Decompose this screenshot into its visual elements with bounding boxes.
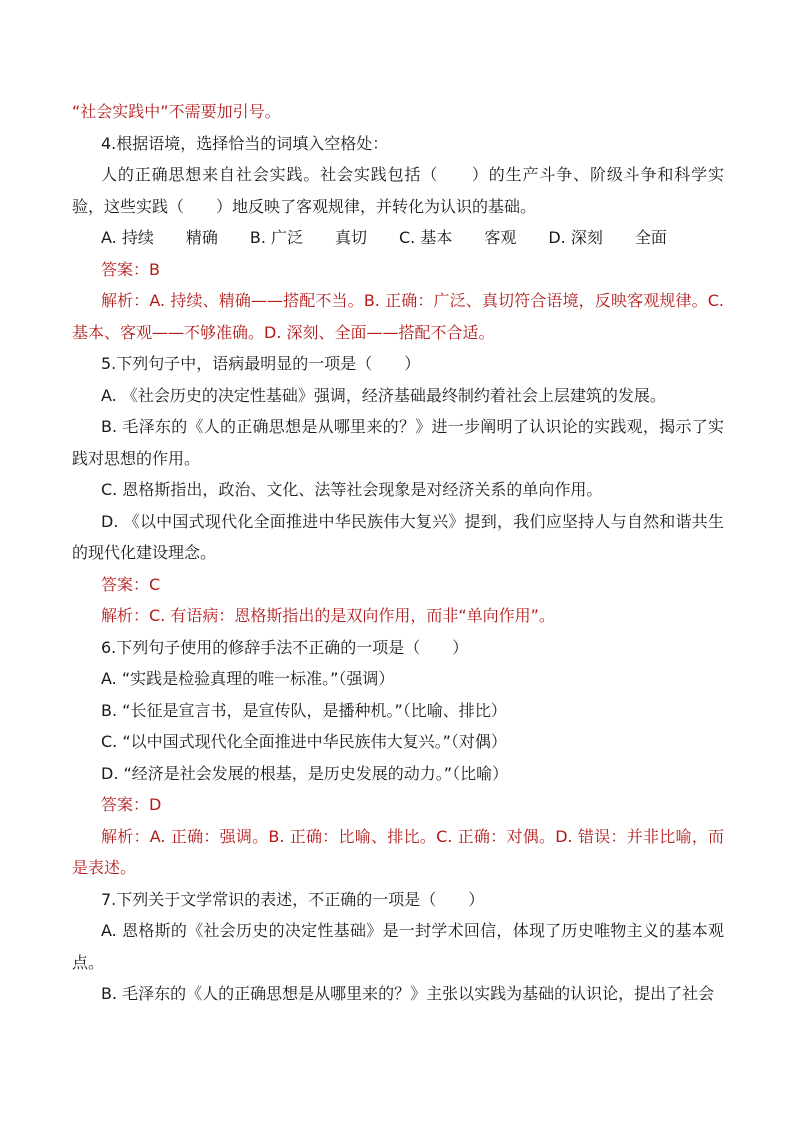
q6-question: 6.下列句子使用的修辞手法不正确的一项是（ ） bbox=[101, 637, 469, 657]
document-page bbox=[72, 96, 724, 1010]
q5-answer: 答案：C bbox=[101, 574, 161, 594]
q4-passage: 人的正确思想来自社会实践。社会实践包括（ ）的生产斗争、阶级斗争和科学实验，这些实践（ ）地反映了客观规律，并转化为认识的基础。 bbox=[72, 165, 724, 216]
intro-note: “社会实践中”不需要加引号。 bbox=[72, 102, 281, 121]
q6-answer: 答案：D bbox=[101, 795, 162, 814]
q6-option-a: A. “实践是检验真理的唯一标准。”（强调） bbox=[101, 669, 395, 688]
q5-analysis: 解析：C. 有语病：恩格斯指出的是双向作用，而非“单向作用”。 bbox=[101, 606, 555, 625]
q5-option-d: D. 《以中国式现代化全面推进中华民族伟大复兴》提到，我们应坚持人与自然和谐共生的现代化建设理念。 bbox=[72, 511, 724, 562]
q5-option-c: C. 恩格斯指出，政治、文化、法等社会现象是对经济关系的单向作用。 bbox=[101, 480, 603, 499]
q4-analysis: 解析：A. 持续、精确——搭配不当。B. 正确：广泛、真切符合语境，反映客观规律。C. 基本、客观——不够准确。D. 深刻、全面——搭配不合适。 bbox=[72, 291, 724, 342]
q7-option-a: A. 恩格斯的《社会历史的决定性基础》是一封学术回信，体现了历史唯物主义的基本观点。 bbox=[72, 921, 724, 972]
q7-option-b: B. 毛泽东的《人的正确思想是从哪里来的？》主张以实践为基础的认识论，提出了社会 bbox=[101, 984, 715, 1003]
q7-question: 7.下列关于文学常识的表述，不正确的一项是（ ） bbox=[101, 889, 485, 909]
q4-options: A. 持续 精确 B. 广泛 真切 C. 基本 客观 D. 深刻 全面 bbox=[101, 228, 667, 247]
q5-question: 5.下列句子中，语病最明显的一项是（ ） bbox=[101, 354, 421, 373]
q6-option-c: C. “以中国式现代化全面推进中华民族伟大复兴。”（对偶） bbox=[101, 732, 507, 751]
q5-option-a: A. 《社会历史的决定性基础》强调，经济基础最终制约着社会上层建筑的发展。 bbox=[101, 385, 666, 405]
q4-answer: 答案：B bbox=[101, 259, 160, 279]
q5-option-b: B. 毛泽东的《人的正确思想是从哪里来的？》进一步阐明了认识论的实践观，揭示了实践对思想的作用。 bbox=[72, 417, 724, 468]
q4-question: 4.根据语境，选择恰当的词填入空格处： bbox=[101, 133, 389, 153]
q6-option-d: D. “经济是社会发展的根基，是历史发展的动力。”（比喻） bbox=[101, 763, 509, 783]
q6-option-b: B. “长征是宣言书，是宣传队，是播种机。”（比喻、排比） bbox=[101, 700, 507, 720]
q6-analysis: 解析：A. 正确：强调。B. 正确：比喻、排比。C. 正确：对偶。D. 错误：并非比喻，而是表述。 bbox=[72, 826, 724, 877]
